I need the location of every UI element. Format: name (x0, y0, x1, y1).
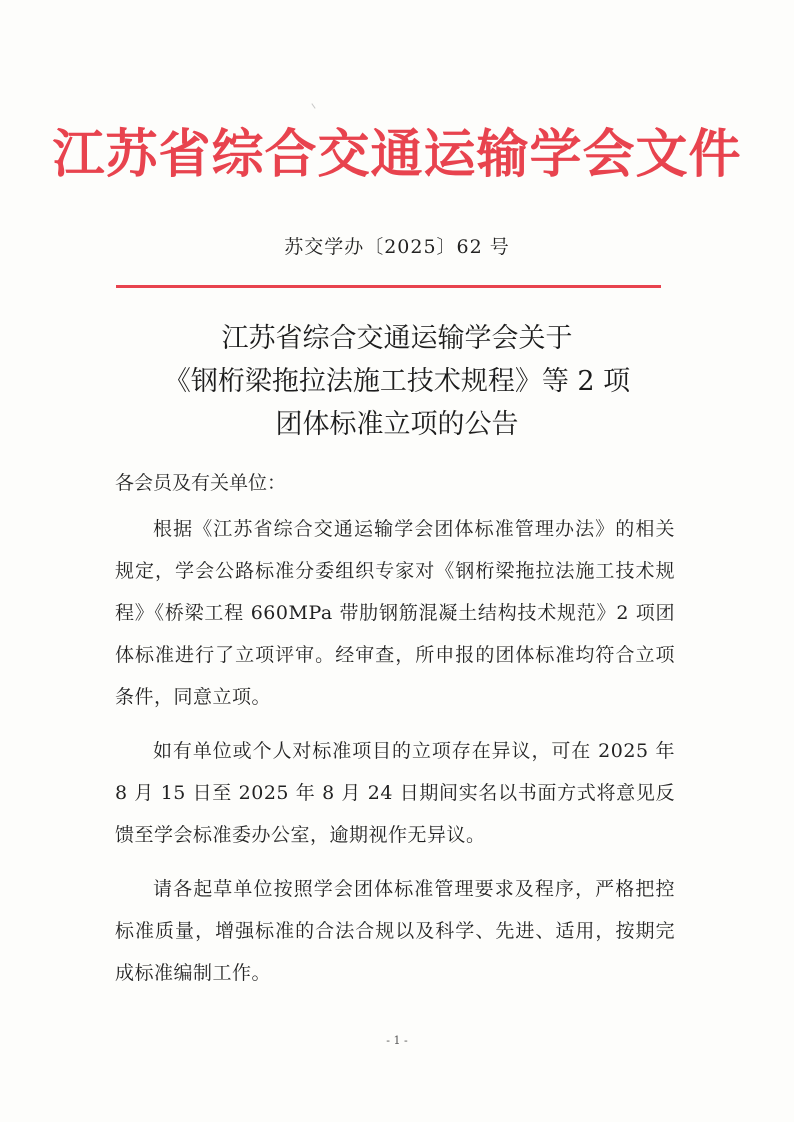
header-divider (116, 285, 661, 288)
document-number: 苏交学办〔2025〕62 号 (284, 236, 510, 258)
body-paragraph: 如有单位或个人对标准项目的立项存在异议，可在 2025 年 8 月 15 日至 2025 年 8 月 24 日期间实名以书面方式将意见反馈至学会标准委办公室，逾期视作无异议。 (115, 740, 675, 846)
announcement-title (0, 317, 794, 446)
title-line: 江苏省综合交通运输学会关于 (221, 323, 573, 354)
title-line: 团体标准立项的公告 (275, 409, 519, 440)
title-line: 《钢桁梁拖拉法施工技术规程》等 2 项 (163, 366, 631, 397)
org-header-title: 江苏省综合交通运输学会文件 (52, 124, 742, 185)
body-paragraph: 请各起草单位按照学会团体标准管理要求及程序，严格把控标准质量，增强标准的合法合规以及科学、先进、适用，按期完成标准编制工作。 (115, 878, 675, 984)
scan-speck (311, 103, 315, 108)
body-paragraph: 根据《江苏省综合交通运输学会团体标准管理办法》的相关规定，学会公路标准分委组织专家对《钢桁梁拖拉法施工技术规程》《桥梁工程 660MPa 带肋钢筋混凝土结构技术规范》2 项团体标准进行了立项评审。经审查，所申报的团体标准均符合立项条件，同意立项。 (115, 518, 675, 708)
document-body (115, 462, 675, 994)
page-number: - 1 - (386, 1034, 408, 1047)
salutation: 各会员及有关单位： (115, 472, 287, 494)
